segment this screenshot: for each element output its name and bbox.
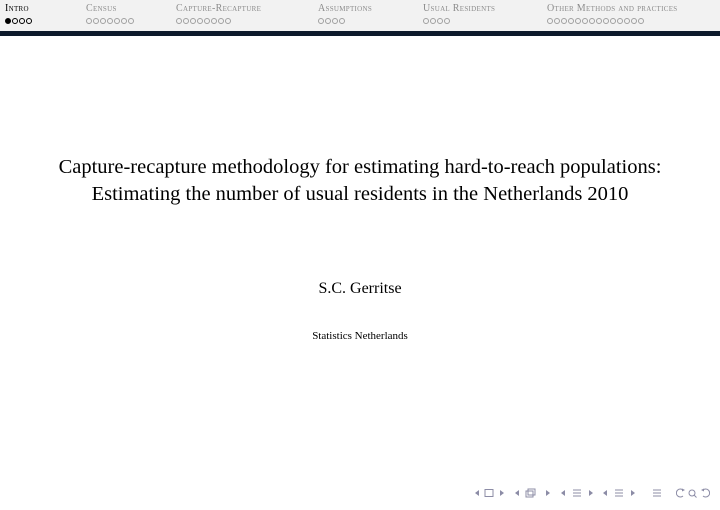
frame-dot[interactable] <box>547 18 553 24</box>
frame-dot[interactable] <box>575 18 581 24</box>
nav-section-title[interactable]: Usual Residents <box>423 3 496 14</box>
frame-dot[interactable] <box>603 18 609 24</box>
frame-dot[interactable] <box>86 18 92 24</box>
frame-dot[interactable] <box>430 18 436 24</box>
frame-dot-current[interactable] <box>5 18 11 24</box>
frame-dot[interactable] <box>437 18 443 24</box>
nav-section-title[interactable]: Intro <box>5 3 29 14</box>
nav-section-title[interactable]: Assumptions <box>318 3 373 14</box>
frame-dot[interactable] <box>554 18 560 24</box>
frame-dot[interactable] <box>318 18 324 24</box>
frame-dot[interactable] <box>176 18 182 24</box>
nav-section-title[interactable]: Capture-Recapture <box>176 3 262 14</box>
beamer-navigation-symbols <box>474 486 710 500</box>
nav-section-assumptions[interactable] <box>318 3 372 27</box>
frame-dot[interactable] <box>225 18 231 24</box>
search-back-forward-icon[interactable] <box>676 487 710 499</box>
frame-dot[interactable] <box>339 18 345 24</box>
nav-dots <box>318 18 372 27</box>
nav-section-title[interactable]: Other Methods and practices <box>547 3 678 14</box>
nav-dots <box>5 18 33 27</box>
institute-name: Statistics Netherlands <box>312 330 408 342</box>
frame-dot[interactable] <box>100 18 106 24</box>
frame-dot[interactable] <box>190 18 196 24</box>
frame-dot[interactable] <box>589 18 595 24</box>
nav-dots <box>176 18 261 27</box>
nav-section-intro[interactable] <box>5 3 33 27</box>
author-name: S.C. Gerritse <box>318 280 402 297</box>
nav-section-capture-recapture[interactable] <box>176 3 261 27</box>
nav-dots <box>423 18 495 27</box>
frame-dot[interactable] <box>638 18 644 24</box>
presentation-title: Capture-recapture methodology for estimating hard-to-reach populations: Estimating the number of usual residents in the Netherlands 2010 <box>58 156 662 205</box>
frame-dot[interactable] <box>631 18 637 24</box>
nav-section-other-methods[interactable] <box>547 3 678 27</box>
frame-dot[interactable] <box>624 18 630 24</box>
frame-dot[interactable] <box>617 18 623 24</box>
frame-dot[interactable] <box>12 18 18 24</box>
frame-dot[interactable] <box>121 18 127 24</box>
frame-nav-icon[interactable] <box>474 487 508 499</box>
section-nav-icon[interactable] <box>560 487 596 499</box>
frame-dot[interactable] <box>561 18 567 24</box>
frame-dot[interactable] <box>610 18 616 24</box>
frame-dot[interactable] <box>211 18 217 24</box>
frame-dot[interactable] <box>26 18 32 24</box>
frame-dot[interactable] <box>596 18 602 24</box>
frame-dot[interactable] <box>332 18 338 24</box>
frame-dot[interactable] <box>114 18 120 24</box>
nav-section-usual-residents[interactable] <box>423 3 495 27</box>
frame-dot[interactable] <box>325 18 331 24</box>
frame-dot[interactable] <box>19 18 25 24</box>
subsection-nav-icon[interactable] <box>514 487 554 499</box>
document-nav-icon[interactable] <box>602 487 638 499</box>
frame-dot[interactable] <box>423 18 429 24</box>
frame-dot[interactable] <box>218 18 224 24</box>
nav-dots <box>86 18 135 27</box>
frame-dot[interactable] <box>204 18 210 24</box>
nav-section-census[interactable] <box>86 3 135 27</box>
nav-dots <box>547 18 678 27</box>
nav-section-title[interactable]: Census <box>86 3 117 14</box>
header-rule <box>0 31 720 36</box>
frame-dot[interactable] <box>582 18 588 24</box>
frame-dot[interactable] <box>444 18 450 24</box>
section-navigation-bar <box>0 0 720 31</box>
frame-dot[interactable] <box>107 18 113 24</box>
frame-dot[interactable] <box>197 18 203 24</box>
frame-dot[interactable] <box>128 18 134 24</box>
toc-icon[interactable] <box>652 487 662 499</box>
frame-dot[interactable] <box>183 18 189 24</box>
title-block <box>40 154 680 207</box>
frame-dot[interactable] <box>93 18 99 24</box>
frame-dot[interactable] <box>568 18 574 24</box>
